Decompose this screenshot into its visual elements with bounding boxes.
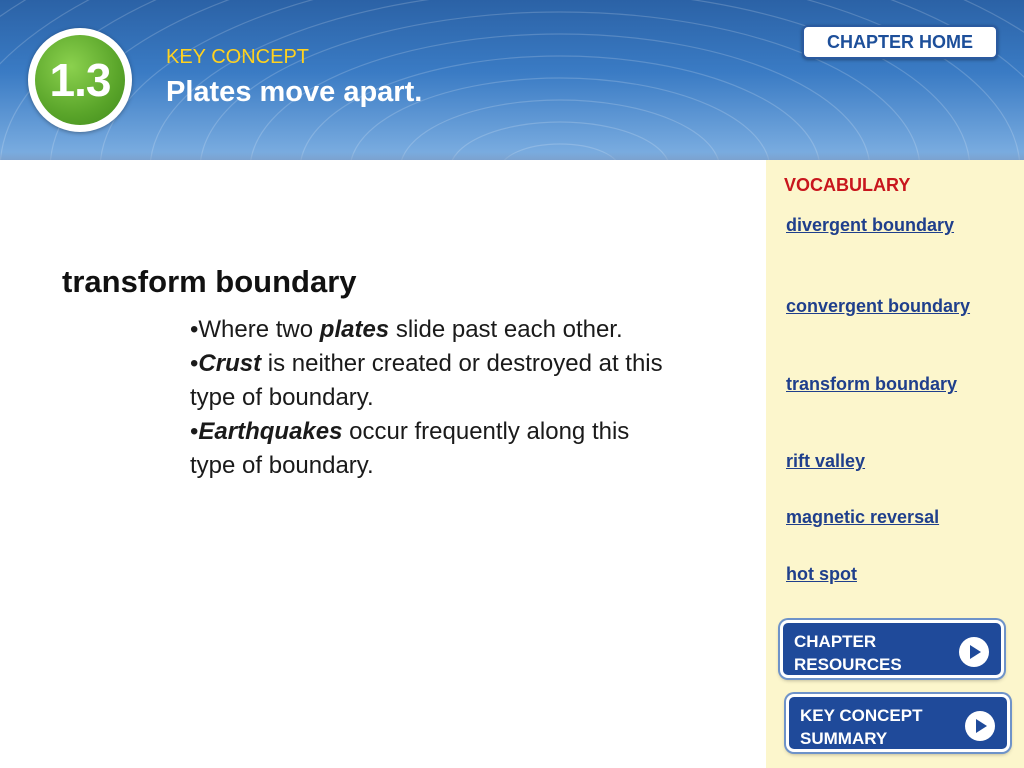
key-concept-summary-label: KEY CONCEPT SUMMARY <box>800 706 923 748</box>
header-shadow <box>0 152 1024 160</box>
section-badge-circle <box>35 35 125 125</box>
vocab-link-divergent-boundary[interactable]: divergent boundary <box>786 215 955 235</box>
bullet-emphasis: plates <box>319 316 390 343</box>
vocab-link-rift-valley[interactable]: rift valley <box>786 451 866 471</box>
definition-bullets <box>190 313 680 483</box>
section-number: 1.3 <box>49 54 111 106</box>
chapter-resources-button[interactable] <box>780 620 1004 678</box>
bullet-item <box>190 313 680 347</box>
chapter-resources-label: CHAPTER RESOURCES <box>794 632 902 674</box>
bullet-text: • <box>190 418 199 445</box>
vocab-link-magnetic-reversal[interactable]: magnetic reversal <box>786 507 940 527</box>
bullet-emphasis: Earthquakes <box>198 418 343 445</box>
bullet-text: • <box>190 350 199 377</box>
bullet-text: slide past each other. <box>389 316 623 343</box>
chapter-home-button[interactable]: CHAPTER HOME <box>802 25 998 59</box>
bullet-text: occur frequently along this type of boundary. <box>190 418 630 479</box>
bullet-emphasis: Crust <box>198 350 262 377</box>
vocabulary-heading: VOCABULARY <box>784 175 911 195</box>
bullet-item <box>190 415 680 483</box>
section-badge <box>28 28 132 132</box>
vocab-link-convergent-boundary[interactable]: convergent boundary <box>786 296 971 316</box>
header-banner <box>0 0 1024 160</box>
vocab-link-hot-spot[interactable]: hot spot <box>786 564 857 584</box>
vocab-link-transform-boundary[interactable]: transform boundary <box>786 374 958 394</box>
key-concept-summary-button[interactable] <box>786 694 1010 752</box>
bullet-text: •Where two <box>190 316 320 343</box>
key-concept-label: KEY CONCEPT <box>166 46 309 68</box>
ripple-pattern <box>0 0 1024 160</box>
key-concept-title: Plates move apart. <box>166 76 423 108</box>
play-arrow-icon <box>965 711 995 741</box>
bullet-item <box>190 347 680 415</box>
play-arrow-icon <box>959 637 989 667</box>
bullet-text: is neither created or destroyed at this type of boundary. <box>190 350 663 411</box>
term-heading: transform boundary <box>62 264 357 299</box>
